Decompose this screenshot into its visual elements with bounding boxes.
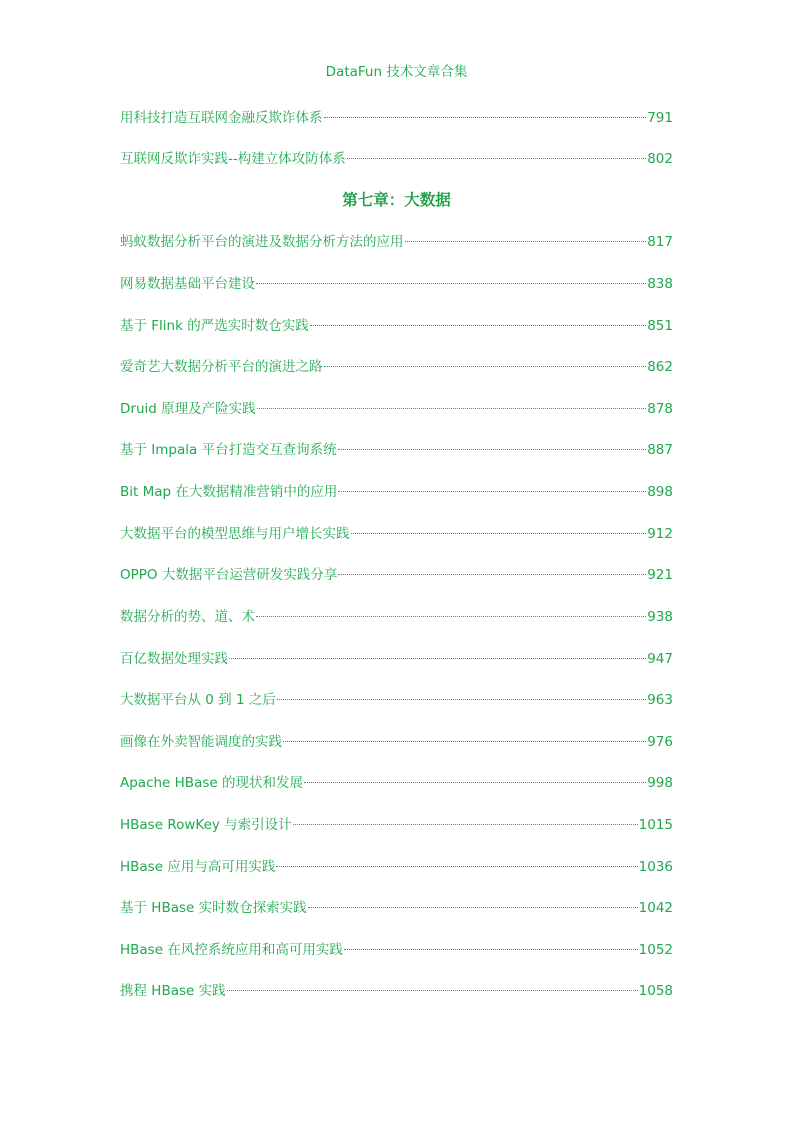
toc-entry-page: 898 xyxy=(647,484,673,500)
toc-entry-page: 878 xyxy=(647,401,673,417)
toc-dot-leader xyxy=(283,741,646,742)
toc-dot-leader xyxy=(293,824,638,825)
toc-entry[interactable] xyxy=(120,981,673,1001)
toc-entry[interactable] xyxy=(120,898,673,918)
toc-entry-title: 基于 Impala 平台打造交互查询系统 xyxy=(120,442,337,458)
toc-entry-page: 1042 xyxy=(638,900,673,916)
toc-entry[interactable] xyxy=(120,690,673,710)
toc-entry-title: 互联网反欺诈实践--构建立体攻防体系 xyxy=(120,151,346,167)
toc-dot-leader xyxy=(256,616,646,617)
toc-dot-leader xyxy=(324,117,647,118)
toc-entry[interactable] xyxy=(120,316,673,336)
toc-entry-page: 802 xyxy=(647,151,673,167)
toc-entry-page: 1036 xyxy=(638,859,673,875)
toc-entry-page: 963 xyxy=(647,692,673,708)
toc-dot-leader xyxy=(338,491,646,492)
toc-dot-leader xyxy=(304,782,646,783)
toc-entry-title: HBase 应用与高可用实践 xyxy=(120,859,276,875)
toc-dot-leader xyxy=(229,658,646,659)
toc-entry[interactable] xyxy=(120,940,673,960)
toc-entry-title: 用科技打造互联网金融反欺诈体系 xyxy=(120,110,323,126)
toc-entry[interactable] xyxy=(120,482,673,502)
toc-dot-leader xyxy=(256,283,646,284)
toc-entry-title: 数据分析的势、道、术 xyxy=(120,609,255,625)
toc-dot-leader xyxy=(347,158,646,159)
toc-entry-page: 1052 xyxy=(638,942,673,958)
toc-entry[interactable] xyxy=(120,857,673,877)
toc-entry-title: 网易数据基础平台建设 xyxy=(120,276,255,292)
toc-entry-page: 976 xyxy=(647,734,673,750)
toc-entry-page: 887 xyxy=(647,442,673,458)
toc-entry-page: 862 xyxy=(647,359,673,375)
page-header: DataFun 技术文章合集 xyxy=(325,64,468,80)
toc-entry-page: 1015 xyxy=(638,817,673,833)
toc-entry[interactable] xyxy=(120,815,673,835)
toc-entry-title: 基于 HBase 实时数仓探索实践 xyxy=(120,900,307,916)
toc-entry-title: 画像在外卖智能调度的实践 xyxy=(120,734,282,750)
toc-entry[interactable] xyxy=(120,149,673,169)
toc-dot-leader xyxy=(257,408,647,409)
toc-entry-title: Apache HBase 的现状和发展 xyxy=(120,775,303,791)
toc-dot-leader xyxy=(405,241,647,242)
toc-entry[interactable] xyxy=(120,274,673,294)
toc-dot-leader xyxy=(310,325,646,326)
toc-entry-page: 921 xyxy=(647,567,673,583)
toc-dot-leader xyxy=(324,366,647,367)
toc-entry-page: 791 xyxy=(647,110,673,126)
toc-entry-title: 大数据平台从 0 到 1 之后 xyxy=(120,692,276,708)
toc-entry[interactable] xyxy=(120,565,673,585)
toc-entry-page: 998 xyxy=(647,775,673,791)
toc-entry-page: 838 xyxy=(647,276,673,292)
toc-dot-leader xyxy=(308,907,638,908)
toc-dot-leader xyxy=(344,949,638,950)
toc-entry[interactable] xyxy=(120,108,673,128)
toc-entry-title: 大数据平台的模型思维与用户增长实践 xyxy=(120,526,350,542)
toc-entry-title: OPPO 大数据平台运营研发实践分享 xyxy=(120,567,338,583)
toc-entry-page: 851 xyxy=(647,318,673,334)
toc-dot-leader xyxy=(351,533,647,534)
toc-dot-leader xyxy=(227,990,638,991)
toc-entry[interactable] xyxy=(120,607,673,627)
toc-entry-title: Bit Map 在大数据精准营销中的应用 xyxy=(120,484,338,500)
toc-entry-page: 938 xyxy=(647,609,673,625)
toc-dot-leader xyxy=(338,449,647,450)
toc-dot-leader xyxy=(338,574,646,575)
toc-entry-page: 912 xyxy=(647,526,673,542)
toc-entry-title: 蚂蚁数据分析平台的演进及数据分析方法的应用 xyxy=(120,234,404,250)
toc-entry-page: 1058 xyxy=(638,983,673,999)
chapter-heading: 第七章：大数据 xyxy=(342,191,451,209)
toc-entry-title: HBase 在风控系统应用和高可用实践 xyxy=(120,942,343,958)
toc-entry[interactable] xyxy=(120,232,673,252)
toc-entry-title: 百亿数据处理实践 xyxy=(120,651,228,667)
toc-entry[interactable] xyxy=(120,524,673,544)
toc-entry-page: 817 xyxy=(647,234,673,250)
toc-entry-title: Druid 原理及产险实践 xyxy=(120,401,256,417)
toc-dot-leader xyxy=(276,866,637,867)
toc-entry[interactable] xyxy=(120,399,673,419)
toc-dot-leader xyxy=(277,699,646,700)
toc-entry[interactable] xyxy=(120,440,673,460)
toc-entry[interactable] xyxy=(120,773,673,793)
toc-entry[interactable] xyxy=(120,732,673,752)
toc-entry[interactable] xyxy=(120,357,673,377)
toc-entry-title: HBase RowKey 与索引设计 xyxy=(120,817,292,833)
toc-entry-title: 爱奇艺大数据分析平台的演进之路 xyxy=(120,359,323,375)
toc-entry-page: 947 xyxy=(647,651,673,667)
toc-entry-title: 携程 HBase 实践 xyxy=(120,983,226,999)
toc-entry[interactable] xyxy=(120,649,673,669)
toc-entry-title: 基于 Flink 的严选实时数仓实践 xyxy=(120,318,309,334)
